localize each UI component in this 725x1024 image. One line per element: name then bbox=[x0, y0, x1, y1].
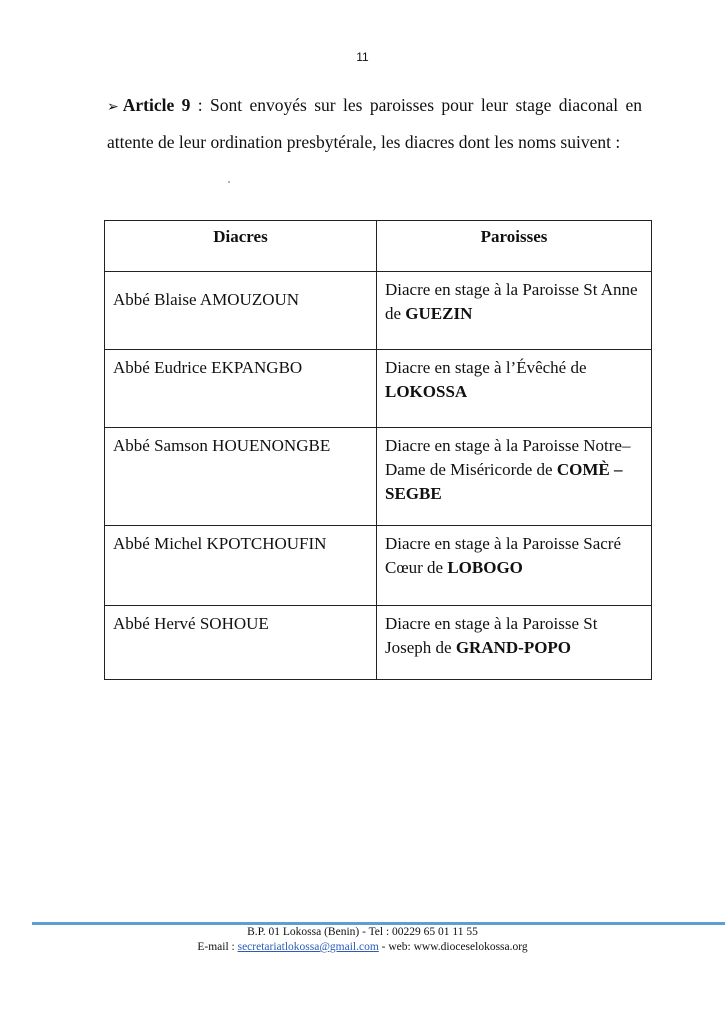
deacons-table bbox=[104, 220, 652, 680]
page-number: 11 bbox=[356, 50, 369, 64]
deacon-name: Abbé Michel KPOTCHOUFIN bbox=[113, 534, 327, 553]
table-row bbox=[105, 606, 652, 680]
article-label: Article 9 bbox=[122, 95, 191, 115]
deacon-name: Abbé Blaise AMOUZOUN bbox=[113, 290, 300, 309]
deacon-name: Abbé Eudrice EKPANGBO bbox=[113, 358, 303, 377]
table-row bbox=[105, 272, 652, 350]
scan-speck bbox=[228, 181, 230, 183]
parish-cell bbox=[377, 428, 652, 526]
parish-city: COMÈ – SEGBE bbox=[385, 460, 623, 503]
parish-city: LOBOGO bbox=[447, 558, 523, 577]
parish-text: Diacre en stage à la Paroisse St Anne de bbox=[385, 280, 638, 323]
website-text: - web: www.dioceselokossa.org bbox=[378, 941, 528, 953]
parish-cell bbox=[377, 272, 652, 350]
parish-text: Diacre en stage à la Paroisse Sacré Cœur de bbox=[385, 534, 621, 577]
deacon-name-cell bbox=[105, 428, 377, 526]
arrow-bullet-icon: ➢ bbox=[107, 100, 119, 115]
footer-address: B.P. 01 Lokossa (Benin) - Tel : 00229 65 01 11 55 bbox=[247, 926, 478, 938]
deacon-name: Abbé Samson HOUENONGBE bbox=[113, 436, 331, 455]
parish-cell bbox=[377, 526, 652, 606]
email-link[interactable]: secretariatlokossa@gmail.com bbox=[237, 941, 379, 953]
article-text: : Sont envoyés sur les paroisses pour leur stage diaconal en attente de leur ordination presbytérale, les diacres dont les noms suivent : bbox=[107, 95, 642, 152]
parish-text: Diacre en stage à la Paroisse St Joseph de bbox=[385, 614, 598, 657]
deacon-name-cell bbox=[105, 526, 377, 606]
footer-contact bbox=[0, 940, 725, 955]
table-row bbox=[105, 526, 652, 606]
table-row bbox=[105, 428, 652, 526]
deacon-name-cell bbox=[105, 350, 377, 428]
article-paragraph bbox=[107, 88, 642, 159]
parish-assignment bbox=[385, 428, 643, 506]
parish-city: GRAND-POPO bbox=[455, 638, 572, 657]
parish-city: GUEZIN bbox=[405, 304, 473, 323]
email-prefix: E-mail : bbox=[197, 941, 238, 953]
parish-assignment bbox=[385, 272, 643, 326]
parish-assignment bbox=[385, 526, 643, 580]
table-header-row bbox=[105, 221, 652, 272]
parish-text: Diacre en stage à la Paroisse Notre–Dame de Miséricorde de bbox=[385, 436, 631, 479]
header-paroisses: Paroisses bbox=[377, 221, 652, 272]
parish-assignment bbox=[385, 606, 643, 660]
table-row bbox=[105, 350, 652, 428]
parish-assignment bbox=[385, 350, 643, 404]
header-diacres: Diacres bbox=[105, 221, 377, 272]
deacon-name-cell bbox=[105, 606, 377, 680]
parish-city: LOKOSSA bbox=[385, 382, 468, 401]
deacon-name-cell bbox=[105, 272, 377, 350]
footer bbox=[0, 925, 725, 955]
parish-text: Diacre en stage à l’Évêché de bbox=[385, 358, 587, 377]
parish-cell bbox=[377, 606, 652, 680]
deacon-name: Abbé Hervé SOHOUE bbox=[113, 614, 269, 633]
parish-cell bbox=[377, 350, 652, 428]
